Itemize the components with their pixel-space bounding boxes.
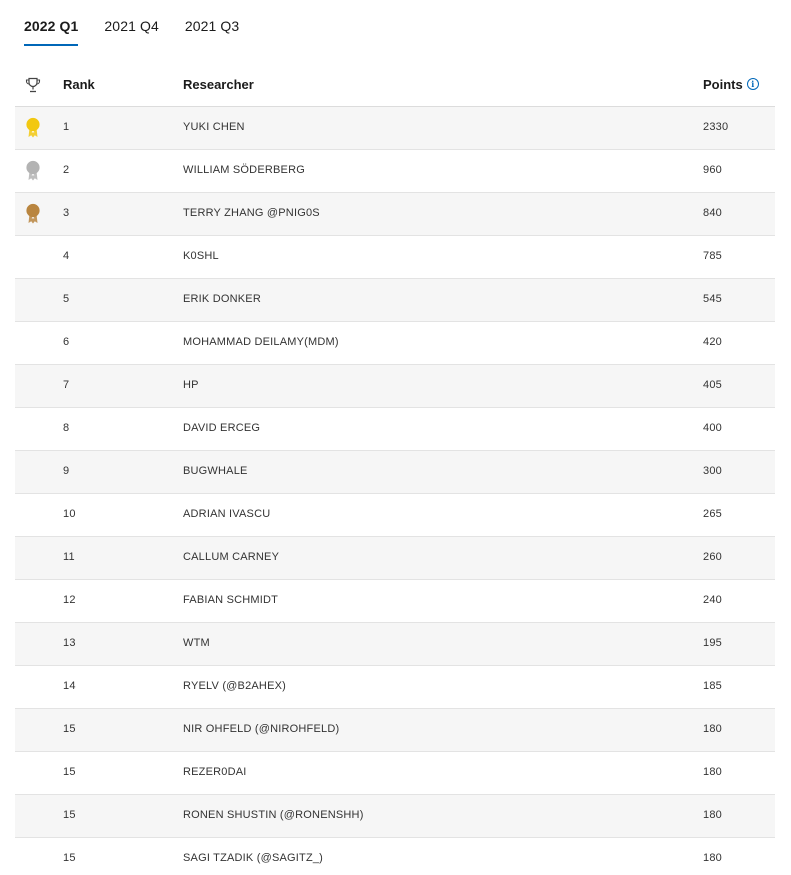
points-cell: 960 bbox=[703, 164, 722, 176]
rank-cell: 15 bbox=[63, 852, 76, 864]
rank-cell: 7 bbox=[63, 379, 70, 391]
researcher-cell: ADRIAN IVASCU bbox=[183, 508, 271, 520]
rank-cell: 15 bbox=[63, 766, 76, 778]
table-row bbox=[15, 150, 775, 193]
table-row bbox=[15, 494, 775, 537]
rank-cell: 10 bbox=[63, 508, 76, 520]
points-cell: 180 bbox=[703, 723, 722, 735]
points-cell: 260 bbox=[703, 551, 722, 563]
rank-cell: 15 bbox=[63, 809, 76, 821]
table-row bbox=[15, 365, 775, 408]
rank-cell: 1 bbox=[63, 121, 70, 133]
rank-cell: 12 bbox=[63, 594, 76, 606]
table-row bbox=[15, 666, 775, 709]
tab-2021-q4[interactable]: 2021 Q4 bbox=[104, 18, 159, 34]
table-body bbox=[15, 107, 775, 875]
researcher-cell: WILLIAM SÖDERBERG bbox=[183, 164, 305, 176]
points-cell: 840 bbox=[703, 207, 722, 219]
table-row bbox=[15, 838, 775, 875]
points-cell: 195 bbox=[703, 637, 722, 649]
researcher-cell: DAVID ERCEG bbox=[183, 422, 261, 434]
rank-header[interactable]: Rank bbox=[63, 77, 95, 92]
rank-cell: 2 bbox=[63, 164, 70, 176]
rank-cell: 14 bbox=[63, 680, 76, 692]
table-row bbox=[15, 709, 775, 752]
table-row bbox=[15, 107, 775, 150]
points-cell: 420 bbox=[703, 336, 722, 348]
points-cell: 785 bbox=[703, 250, 722, 262]
leaderboard-table bbox=[15, 63, 775, 875]
rank-cell: 6 bbox=[63, 336, 70, 348]
researcher-cell: CALLUM CARNEY bbox=[183, 551, 280, 563]
rank-cell: 13 bbox=[63, 637, 76, 649]
points-cell: 265 bbox=[703, 508, 722, 520]
researcher-cell: ERIK DONKER bbox=[183, 293, 261, 305]
researcher-cell: FABIAN SCHMIDT bbox=[183, 594, 279, 606]
table-row bbox=[15, 580, 775, 623]
bronze-medal-icon bbox=[25, 203, 41, 225]
researcher-cell: HP bbox=[183, 379, 199, 391]
points-cell: 300 bbox=[703, 465, 722, 477]
researcher-cell: BUGWHALE bbox=[183, 465, 248, 477]
table-row bbox=[15, 537, 775, 580]
researcher-cell: NIR OHFELD (@NIROHFELD) bbox=[183, 723, 340, 735]
researcher-cell: WTM bbox=[183, 637, 210, 649]
trophy-icon bbox=[25, 77, 41, 96]
info-icon[interactable]: i bbox=[747, 78, 759, 90]
rank-cell: 15 bbox=[63, 723, 76, 735]
table-row bbox=[15, 451, 775, 494]
table-row bbox=[15, 322, 775, 365]
points-cell: 180 bbox=[703, 766, 722, 778]
points-cell: 405 bbox=[703, 379, 722, 391]
researcher-cell: RONEN SHUSTIN (@RONENSHH) bbox=[183, 809, 364, 821]
researcher-cell: REZER0DAI bbox=[183, 766, 247, 778]
points-cell: 2330 bbox=[703, 121, 729, 133]
points-header-label: Points bbox=[703, 77, 743, 92]
gold-medal-icon bbox=[25, 117, 41, 139]
table-row bbox=[15, 279, 775, 322]
table-row bbox=[15, 408, 775, 451]
researcher-cell: RYELV (@B2AHEX) bbox=[183, 680, 287, 692]
researcher-header[interactable]: Researcher bbox=[183, 77, 254, 92]
rank-cell: 11 bbox=[63, 551, 75, 563]
tab-2022-q1[interactable]: 2022 Q1 bbox=[24, 0, 78, 48]
rank-cell: 9 bbox=[63, 465, 70, 477]
researcher-cell: K0SHL bbox=[183, 250, 219, 262]
points-header[interactable] bbox=[703, 77, 759, 92]
researcher-cell: MOHAMMAD DEILAMY(MDM) bbox=[183, 336, 339, 348]
rank-cell: 5 bbox=[63, 293, 70, 305]
table-row bbox=[15, 623, 775, 666]
table-row bbox=[15, 193, 775, 236]
points-cell: 400 bbox=[703, 422, 722, 434]
quarter-tabs bbox=[24, 0, 265, 48]
points-cell: 240 bbox=[703, 594, 722, 606]
points-cell: 185 bbox=[703, 680, 722, 692]
points-cell: 545 bbox=[703, 293, 722, 305]
rank-cell: 8 bbox=[63, 422, 70, 434]
table-header bbox=[15, 63, 775, 107]
rank-cell: 4 bbox=[63, 250, 70, 262]
table-row bbox=[15, 236, 775, 279]
tab-2021-q3[interactable]: 2021 Q3 bbox=[184, 18, 240, 34]
silver-medal-icon bbox=[25, 160, 41, 182]
rank-cell: 3 bbox=[63, 207, 70, 219]
points-cell: 180 bbox=[703, 852, 722, 864]
table-row bbox=[15, 795, 775, 838]
points-cell: 180 bbox=[703, 809, 722, 821]
researcher-cell: SAGI TZADIK (@SAGITZ_) bbox=[183, 852, 324, 864]
table-row bbox=[15, 752, 775, 795]
researcher-cell: YUKI CHEN bbox=[183, 121, 245, 133]
researcher-cell: TERRY ZHANG @PNIG0S bbox=[183, 207, 320, 219]
